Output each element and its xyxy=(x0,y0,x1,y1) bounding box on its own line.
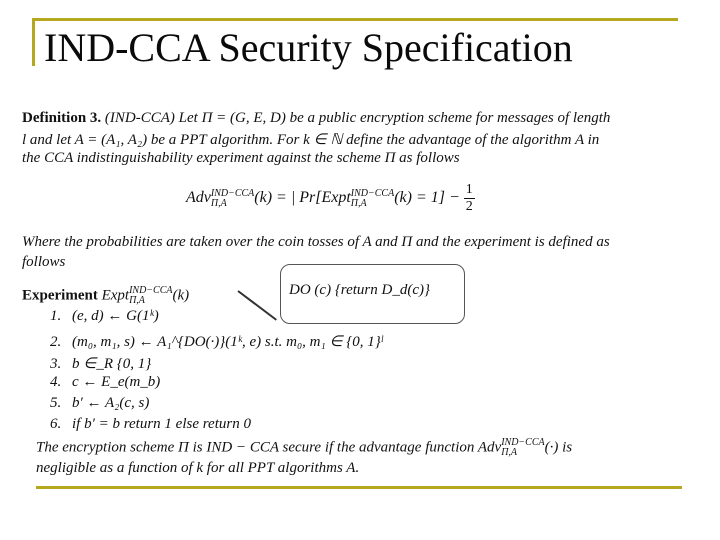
step-text: b′ ← A₂(c, s) xyxy=(72,395,150,411)
experiment-expt: Expt xyxy=(101,287,130,304)
oracle-connector-line xyxy=(237,290,277,320)
definition-text-1: (IND-CCA) Let Π = (G, E, D) be a public encryption scheme for messages of length xyxy=(104,110,611,126)
experiment-scripts xyxy=(129,286,172,306)
conclusion-sup: IND−CCA xyxy=(501,437,545,448)
formula-lhs-arg: (k) = | Pr[Expt xyxy=(254,189,351,207)
step-number: 3. xyxy=(50,356,62,372)
oracle-definition: DO (c) {return D_d(c)} xyxy=(289,282,430,298)
slide-title: IND-CCA Security Specification xyxy=(44,25,573,70)
formula-expt-sub: Π,A xyxy=(350,197,367,209)
step-text: c ← E_e(m_b) xyxy=(72,374,161,390)
frame-bottom-line xyxy=(36,486,682,489)
conclusion-line-1 xyxy=(36,438,572,458)
experiment-step xyxy=(50,416,251,433)
definition-line-2: l and let A = (A₁, A₂) be a PPT algorithm. For k ∈ ℕ define the advantage of the algorithm A in xyxy=(22,132,600,148)
experiment-step xyxy=(50,354,151,373)
advantage-formula xyxy=(186,182,475,215)
fraction-denominator: 2 xyxy=(465,199,473,214)
step-text: b ∈_R {0, 1} xyxy=(72,356,152,372)
conclusion-text-b: (·) is xyxy=(544,439,573,456)
formula-adv: Adv xyxy=(186,189,211,207)
frame-top-line xyxy=(32,18,678,21)
experiment-step xyxy=(50,374,160,391)
fraction-numerator: 1 xyxy=(465,182,473,197)
step-number: 1. xyxy=(50,308,62,324)
step-number: 5. xyxy=(50,395,62,411)
experiment-sub: Π,A xyxy=(129,295,145,306)
step-number: 6. xyxy=(50,416,62,432)
experiment-step xyxy=(50,308,159,325)
experiment-label: Experiment xyxy=(22,287,98,304)
conclusion-sub: Π,A xyxy=(501,447,518,458)
experiment-header xyxy=(22,286,189,306)
formula-adv-scripts xyxy=(211,189,254,209)
probabilities-line-2: follows xyxy=(22,254,66,270)
definition-line-3: the CCA indistinguishability experiment against the scheme Π as follows xyxy=(22,150,460,166)
formula-expt-scripts xyxy=(351,189,394,209)
experiment-step xyxy=(50,332,383,351)
formula-adv-sub: Π,A xyxy=(210,197,227,209)
formula-fraction xyxy=(464,182,475,215)
step-number: 2. xyxy=(50,334,62,350)
conclusion-scripts xyxy=(501,438,544,458)
conclusion-line-2: negligible as a function of k for all PPT algorithms A. xyxy=(36,460,360,476)
formula-adv-sup: IND−CCA xyxy=(210,187,255,199)
formula-expt-sup: IND−CCA xyxy=(350,187,395,199)
conclusion-text-a: The encryption scheme Π is IND − CCA secure if the advantage function Adv xyxy=(36,439,502,456)
definition-line-1 xyxy=(22,110,610,127)
step-text: (m₀, m₁, s) ← A₁^{DO(·)}(1ᵏ, e) s.t. m₀, m₁ ∈ {0, 1}ˡ xyxy=(72,334,383,350)
formula-rhs-arg: (k) = 1] − xyxy=(394,189,460,207)
step-number: 4. xyxy=(50,374,62,390)
definition-label: Definition 3. xyxy=(22,110,102,126)
experiment-step xyxy=(50,395,149,412)
experiment-arg: (k) xyxy=(172,287,190,304)
probabilities-line-1: Where the probabilities are taken over the coin tosses of A and Π and the experiment is defined as xyxy=(22,234,610,250)
frame-left-line xyxy=(32,18,35,66)
step-text: (e, d) ← G(1ᵏ) xyxy=(72,308,159,324)
experiment-sup: IND−CCA xyxy=(129,285,173,296)
step-text: if b′ = b return 1 else return 0 xyxy=(72,416,251,432)
